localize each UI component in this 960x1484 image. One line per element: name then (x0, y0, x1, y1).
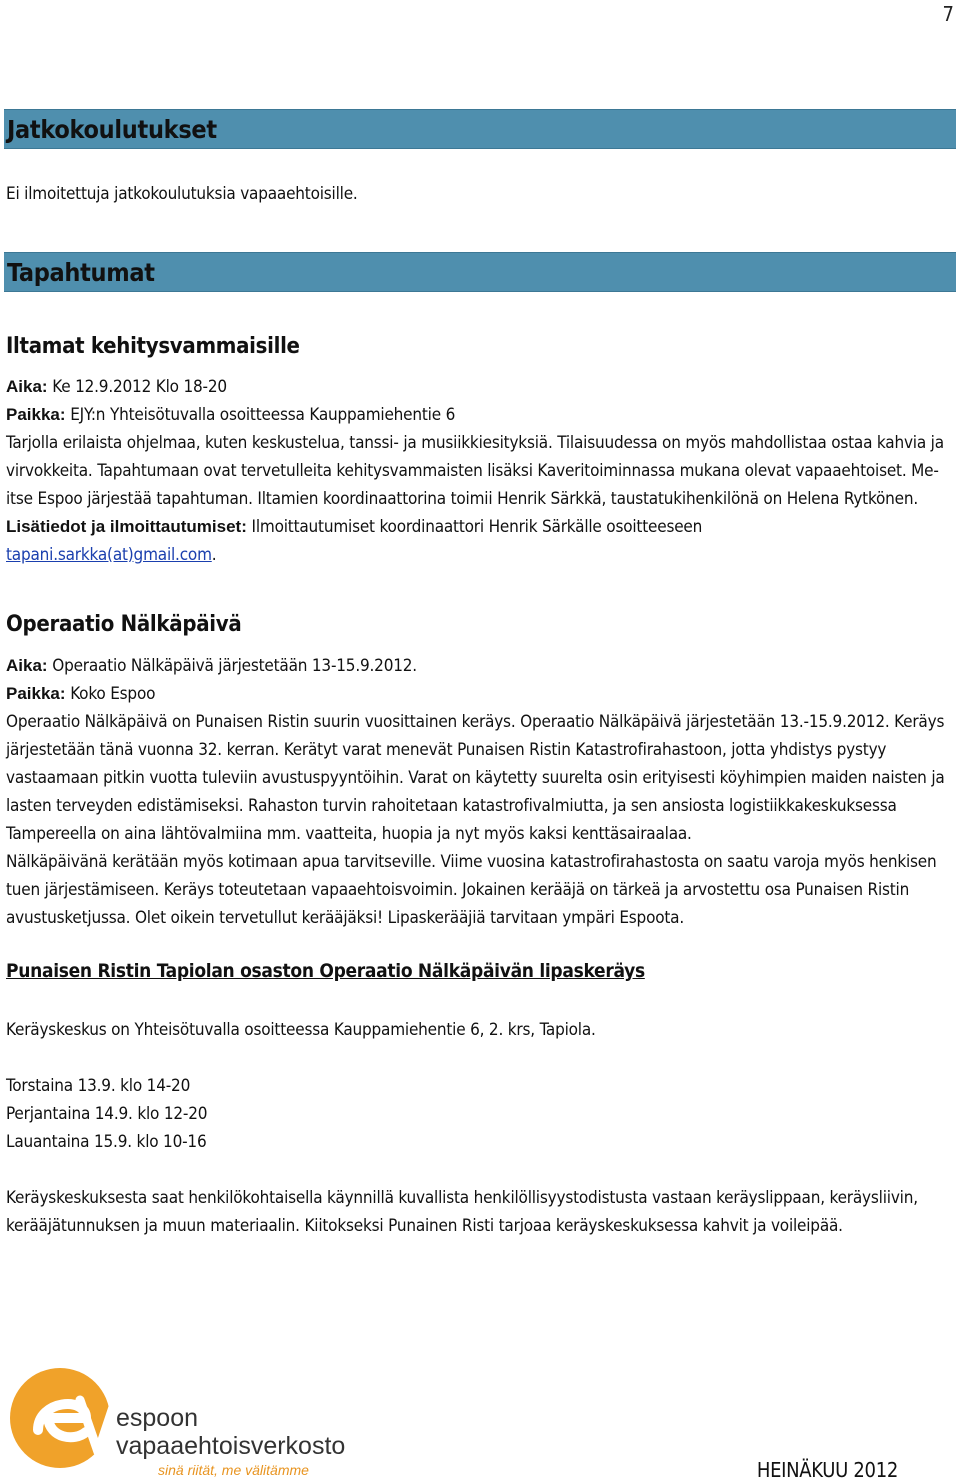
place-label: Paikka: (6, 405, 66, 424)
time-label: Aika: (6, 377, 48, 396)
page-number: 7 (942, 2, 954, 26)
place-label: Paikka: (6, 684, 66, 703)
place-value: EJY:n Yhteisötuvalla osoitteessa Kauppamiehentie 6 (65, 405, 456, 425)
collection-location: Keräyskeskus on Yhteisötuvalla osoitteessa Kauppamiehentie 6, 2. krs, Tapiola. (6, 1020, 596, 1040)
event-paragraph-2: Nälkäpäivänä kerätään myös kotimaan apua tarvitseville. Viime vuosina katastrofirahastosta on saatu varoja myös henkisen tuen järjestämiseen. Keräys toteutetaan vapaaehtoisvoimin. Jokainen kerääjä on tärkeä ja arvostettu osa Punaisen Ristin avustusketjussa. Olet oikein tervetullut kerääjäksi! Lipaskerääjiä tarvitaan ympäri Espoota. (6, 852, 937, 928)
info-label: Lisätiedot ja ilmoittautumiset: (6, 517, 247, 536)
event-time-row (6, 373, 946, 401)
logo-text-espoon: espoon (116, 1404, 199, 1432)
schedule-list (6, 1072, 946, 1156)
collection-closing-text: Keräyskeskuksesta saat henkilökohtaisella käynnillä kuvallista henkilöllisyystodistusta vastaan keräyslippaan, keräysliivin, kerääjätunnuksen ja muun materiaalin. Kiitokseksi Punainen Risti tarjoaa keräyskeskuksessa kahvit ja voileipää. (6, 1188, 918, 1236)
time-value: Operaatio Nälkäpäivä järjestetään 13-15.9.2012. (47, 656, 417, 676)
info-value: Ilmoittautumiset koordinaattori Henrik Särkälle osoitteeseen (246, 517, 703, 537)
email-suffix: . (211, 545, 217, 565)
event-title-iltamat: Iltamat kehitysvammaisille (6, 334, 300, 359)
event-time-row (6, 652, 946, 680)
schedule-item: Perjantaina 14.9. klo 12-20 (6, 1104, 208, 1124)
event-title-lipaskerays: Punaisen Ristin Tapiolan osaston Operaatio Nälkäpäivän lipaskeräys (6, 960, 645, 982)
email-link[interactable]: tapani.sarkka(at)gmail.com (6, 545, 212, 565)
event-title-nalkapaiva: Operaatio Nälkäpäivä (6, 612, 242, 637)
section-heading: Jatkokoulutukset (7, 115, 217, 144)
schedule-item: Lauantaina 15.9. klo 10-16 (6, 1132, 207, 1152)
footer-date: HEINÄKUU 2012 (756, 1458, 898, 1482)
section-band-tapahtumat (4, 252, 956, 292)
event-description: Tarjolla erilaista ohjelmaa, kuten keskustelua, tanssi- ja musiikkiesityksiä. Tilaisuudessa on myös mahdollistaa ostaa kahvia ja virvokkeita. Tapahtumaan ovat tervetulleita kehitysvammaisten lisäksi Kaveritoiminnassa mukana olevat vapaaehtoiset. Me-itse Espoo järjestää tapahtuman. Iltamien koordinaattorina toimii Henrik Särkkä, taustatukihenkilönä on Helena Rytkönen. (6, 433, 944, 509)
espoo-ev-logo-icon (8, 1360, 120, 1478)
schedule-item: Torstaina 13.9. klo 14-20 (6, 1076, 191, 1096)
logo-slogan: sinä riität, me välitämme (158, 1462, 309, 1478)
time-value: Ke 12.9.2012 Klo 18-20 (47, 377, 227, 397)
event-info-row (6, 513, 946, 569)
no-courses-text: Ei ilmoitettuja jatkokoulutuksia vapaaehtoisille. (6, 184, 358, 204)
event-paragraph-1: Operaatio Nälkäpäivä on Punaisen Ristin suurin vuosittainen keräys. Operaatio Nälkäpäivä järjestetään 13.-15.9.2012. Keräys järjestetään tänä vuonna 32. kerran. Kerätyt varat menevät Punaisen Ristin Katastrofirahastoon, jotta yhdistys pystyy vastaamaan pitkin vuotta tuleviin avustuspyyntöihin. Varat on käytetty suurelta osin erityisesti köyhimpien maiden naisten ja lasten terveyden edistämiseksi. Rahaston turvin rahoitetaan katastrofivalmiutta, ja sen ansiosta logistiikkakeskuksessa Tampereella on aina lähtövalmiina mm. vaatteita, huopia ja nyt myös kaksi kenttäsairaalaa. (6, 712, 945, 844)
section-band-jatkokoulutukset (4, 109, 956, 149)
time-label: Aika: (6, 656, 48, 675)
section-heading: Tapahtumat (7, 258, 155, 287)
event-place-row (6, 401, 946, 429)
place-value: Koko Espoo (65, 684, 156, 704)
logo-text-vapaaehtoisverkosto: vapaaehtoisverkosto (116, 1432, 346, 1460)
event-place-row (6, 680, 946, 708)
